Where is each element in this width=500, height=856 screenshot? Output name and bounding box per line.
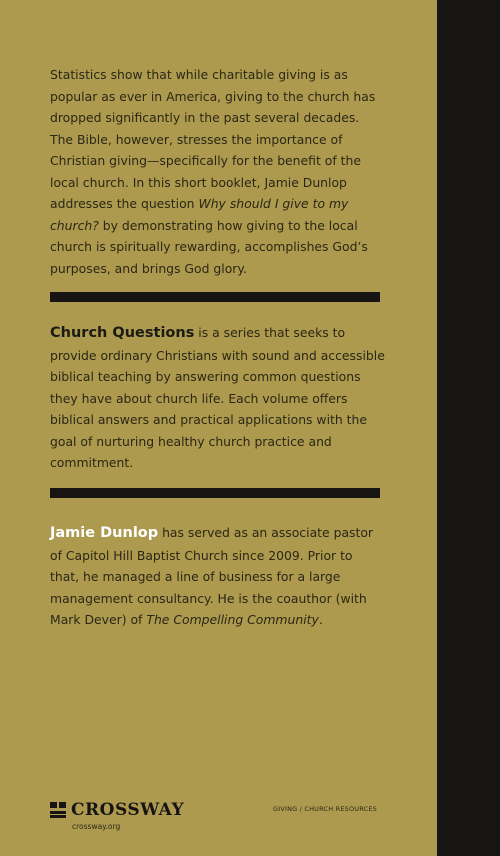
divider-rule — [50, 292, 380, 302]
author-book-title: The Compelling Community — [146, 612, 319, 627]
publisher-logo — [50, 800, 184, 820]
category-label: GIVING / CHURCH RESOURCES — [273, 805, 377, 813]
book-spine — [437, 0, 500, 856]
series-description: Church Questions is a series that seeks to provide ordinary Christians with sound and accessible biblical teaching by answering common questions they have about church life. Each volume offers biblical answers and practical applications with the goal of nurturing healthy church practice and commitment. — [50, 325, 385, 470]
divider-rule — [50, 488, 380, 498]
publisher-url: crossway.org — [72, 822, 121, 831]
series-title: Church Questions — [50, 325, 195, 341]
publisher-name: CROSSWAY — [71, 800, 185, 820]
book-description: Statistics show that while charitable giving is as popular as ever in America, giving to the church has dropped significantly in the past several decades. The Bible, however, stresses the importance of Christian giving—specifically for the benefit of the local church. In this short booklet, Jamie Dunlop addresses the question Why should I give to my church? by demonstrating how giving to the local church is spiritually rewarding, accomplishes God’s purposes, and brings God glory. — [50, 67, 376, 276]
description-question: Why should I give to my church? — [50, 196, 349, 233]
author-name: Jamie Dunlop — [50, 525, 159, 541]
crossway-logo-icon — [50, 802, 67, 818]
author-bio: Jamie Dunlop has served as an associate pastor of Capitol Hill Baptist Church since 2009. Prior to that, he managed a line of business for a large management consultancy. He is the coauthor (with Mark Dever) of The Compelling Community. — [50, 525, 374, 627]
